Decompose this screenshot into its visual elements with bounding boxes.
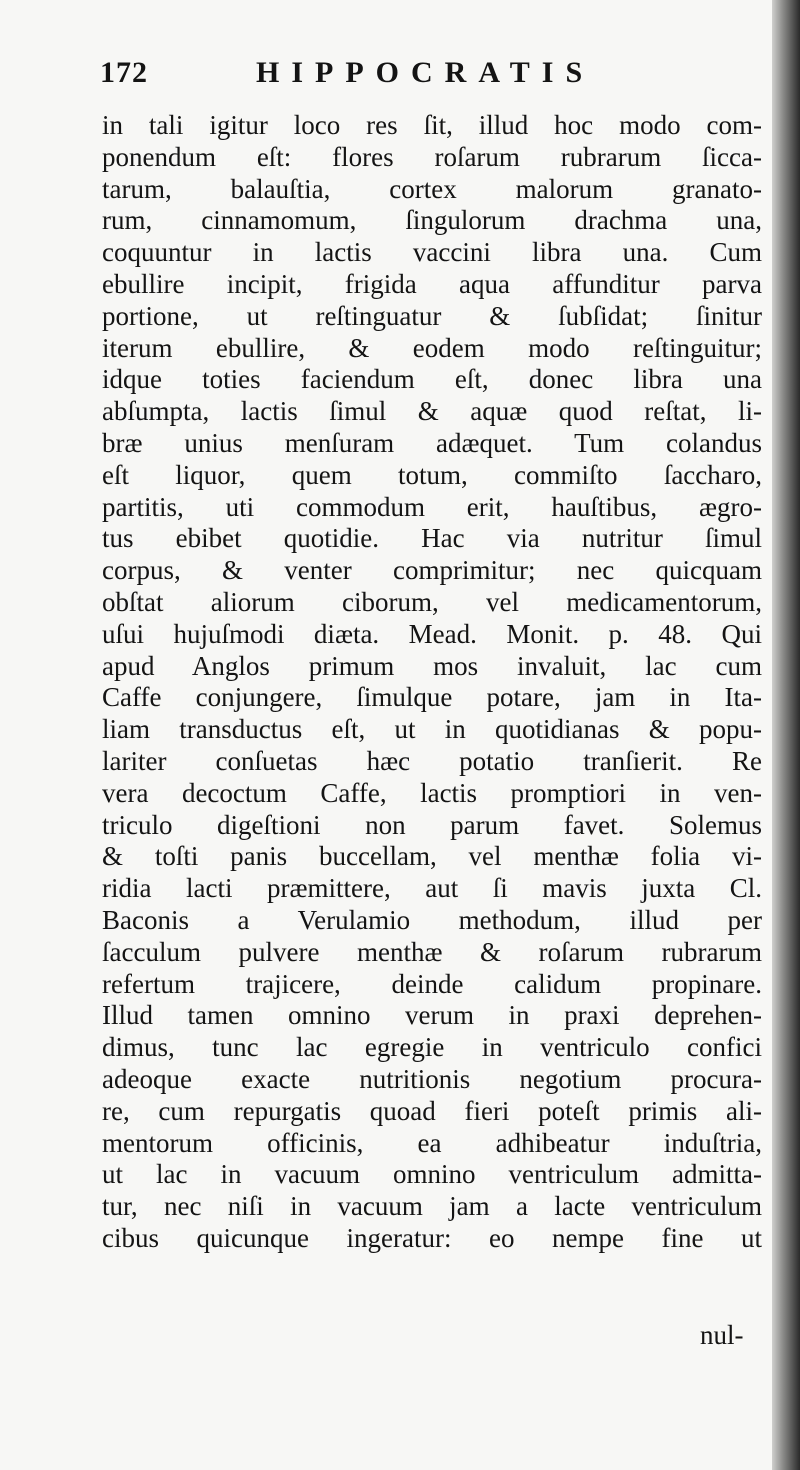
- text-line: in tali igitur loco res ſit, illud hoc modo com-: [102, 110, 762, 140]
- text-line: partitis, uti commodum erit, hauſtibus, ægro-: [102, 491, 762, 522]
- text-line: adeoque exacte nutritionis negotium procura-: [102, 1063, 762, 1094]
- text-line: & toſti panis buccellam, vel menthæ folia vi-: [102, 841, 762, 872]
- text-line: mentorum officinis, ea adhibeatur induſtria,: [102, 1127, 762, 1158]
- text-line: ponendum eſt: flores roſarum rubrarum ſicca-: [102, 141, 762, 172]
- body-text: [102, 110, 762, 1255]
- text-line: Illud tamen omnino verum in praxi deprehen-: [102, 1000, 762, 1031]
- text-line: abſumpta, lactis ſimul & aquæ quod reſtat, li-: [102, 396, 762, 427]
- text-line: triculo digeſtioni non parum favet. Solemus: [102, 809, 762, 840]
- text-line: coquuntur in lactis vaccini libra una. Cum: [102, 237, 762, 268]
- text-line: corpus, & venter comprimitur; nec quicquam: [102, 555, 762, 586]
- text-line: lariter conſuetas hæc potatio tranſierit. Re: [102, 745, 762, 776]
- text-line: tarum, balauſtia, cortex malorum granato-: [102, 173, 762, 204]
- text-line: rum, cinnamomum, ſingulorum drachma una,: [102, 205, 762, 236]
- text-line: liam transductus eſt, ut in quotidianas & popu-: [102, 714, 762, 745]
- text-line: uſui hujuſmodi diæta. Mead. Monit. p. 48. Qui: [102, 618, 762, 649]
- page-edge-shadow: [772, 0, 800, 1470]
- text-line: apud Anglos primum mos invaluit, lac cum: [102, 650, 762, 681]
- text-line: Caffe conjungere, ſimulque potare, jam in Ita-: [102, 682, 762, 713]
- text-line: cibus quicunque ingeratur: eo nempe fine ut: [102, 1222, 762, 1253]
- text-line: dimus, tunc lac egregie in ventriculo confici: [102, 1032, 762, 1063]
- text-line: ridia lacti præmittere, aut ſi mavis juxta Cl.: [102, 873, 762, 904]
- text-line: vera decoctum Caffe, lactis promptiori in ven-: [102, 777, 762, 808]
- text-line: idque toties faciendum eſt, donec libra una: [102, 364, 762, 395]
- text-line: refertum trajicere, deinde calidum propinare.: [102, 968, 762, 999]
- page-number: 172: [100, 56, 148, 89]
- text-line: ebullire incipit, frigida aqua affunditur parva: [102, 268, 762, 299]
- text-line: bræ unius menſuram adæquet. Tum colandus: [102, 427, 762, 458]
- text-line: iterum ebullire, & eodem modo reſtinguitur;: [102, 332, 762, 363]
- text-line: portione, ut reſtinguatur & ſubſidat; ſinitur: [102, 300, 762, 331]
- catchword: nul-: [700, 1320, 744, 1350]
- text-line: tur, nec niſi in vacuum jam a lacte ventriculum: [102, 1191, 762, 1222]
- text-line: eſt liquor, quem totum, commiſto ſaccharo,: [102, 459, 762, 490]
- text-line: tus ebibet quotidie. Hac via nutritur ſimul: [102, 523, 762, 554]
- text-line: Baconis a Verulamio methodum, illud per: [102, 904, 762, 935]
- text-line: re, cum repurgatis quoad fieri poteſt primis ali-: [102, 1095, 762, 1126]
- page-header: [100, 56, 760, 100]
- text-line: ut lac in vacuum omnino ventriculum admitta-: [102, 1159, 762, 1190]
- running-title: HIPPOCRATIS: [256, 56, 595, 89]
- text-line: ſacculum pulvere menthæ & roſarum rubrarum: [102, 936, 762, 967]
- text-line: obſtat aliorum ciborum, vel medicamentorum,: [102, 586, 762, 617]
